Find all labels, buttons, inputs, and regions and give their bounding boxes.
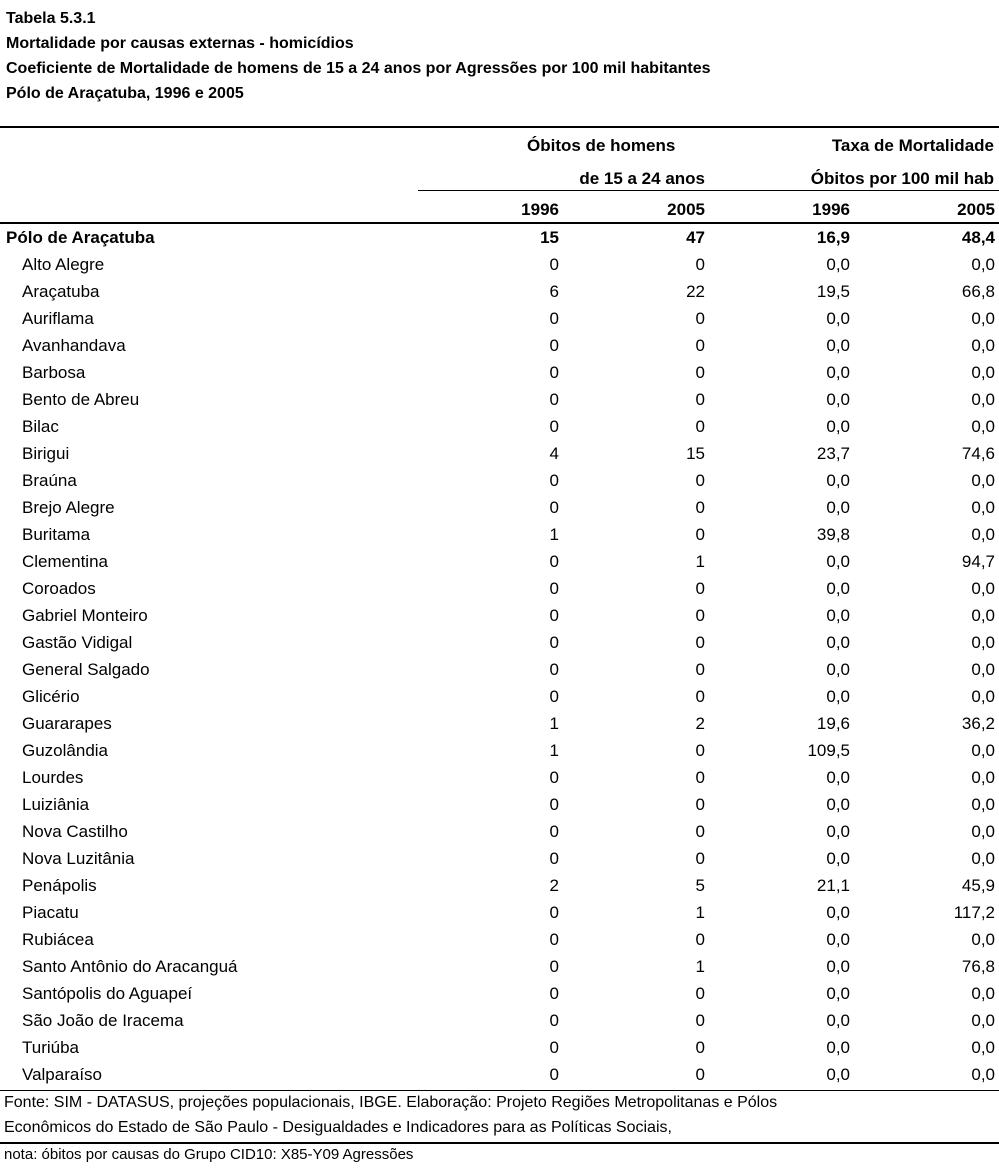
row-name: Guararapes: [22, 714, 112, 733]
row-name: Pólo de Araçatuba: [6, 228, 155, 247]
table-bottom-rule: [0, 1090, 999, 1091]
row-name: Guzolândia: [22, 741, 109, 760]
cell-rate-1996: 0,0: [826, 255, 850, 274]
cell-deaths-1996: 0: [549, 255, 559, 274]
row-name: Alto Alegre: [22, 255, 105, 274]
row-name: Braúna: [22, 471, 77, 490]
cell-rate-2005: 0,0: [971, 255, 995, 274]
table-row: [0, 332, 999, 359]
cell-rate-2005: 0,0: [971, 390, 995, 409]
row-name: Araçatuba: [22, 282, 100, 301]
row-name: Nova Luzitânia: [22, 849, 135, 868]
table-row: [0, 575, 999, 602]
table-row: [0, 980, 999, 1007]
table-row: [0, 656, 999, 683]
row-name: Santópolis do Aguapeí: [22, 984, 193, 1003]
cell-rate-2005: 0,0: [971, 795, 995, 814]
cell-rate-1996: 19,5: [816, 282, 850, 301]
table-row: [0, 440, 999, 467]
cell-rate-1996: 19,6: [816, 714, 850, 733]
cell-deaths-2005: 1: [695, 957, 705, 976]
cell-deaths-2005: 0: [695, 309, 705, 328]
table-row: [0, 1034, 999, 1061]
table-row: [0, 710, 999, 737]
cell-deaths-2005: 0: [695, 822, 705, 841]
cell-deaths-2005: 47: [686, 228, 705, 247]
cell-rate-1996: 0,0: [826, 309, 850, 328]
cell-rate-1996: 0,0: [826, 336, 850, 355]
cell-deaths-2005: 1: [695, 552, 705, 571]
cell-rate-1996: 0,0: [826, 687, 850, 706]
table-row: [0, 737, 999, 764]
cell-rate-2005: 0,0: [971, 309, 995, 328]
cell-deaths-1996: 6: [549, 282, 559, 301]
cell-rate-1996: 16,9: [816, 228, 850, 247]
cell-deaths-2005: 0: [695, 687, 705, 706]
table-row: [0, 629, 999, 656]
row-name: Piacatu: [22, 903, 79, 922]
cell-rate-2005: 0,0: [971, 363, 995, 382]
cell-deaths-2005: 0: [695, 1038, 705, 1057]
cell-deaths-2005: 0: [695, 255, 705, 274]
table-row: [0, 602, 999, 629]
table-region-period: Pólo de Araçatuba, 1996 e 2005: [6, 85, 244, 102]
cell-deaths-2005: 0: [695, 390, 705, 409]
cell-rate-2005: 0,0: [971, 471, 995, 490]
row-name: Nova Castilho: [22, 822, 128, 841]
cell-rate-1996: 23,7: [816, 444, 850, 463]
cell-deaths-1996: 0: [549, 795, 559, 814]
table-row: [0, 683, 999, 710]
cell-rate-2005: 0,0: [971, 984, 995, 1003]
year-header-rate-2005: 2005: [957, 200, 995, 219]
cell-rate-1996: 0,0: [826, 1065, 850, 1084]
cell-rate-2005: 0,0: [971, 1065, 995, 1084]
cell-deaths-2005: 0: [695, 363, 705, 382]
cell-rate-1996: 0,0: [826, 957, 850, 976]
cell-deaths-1996: 0: [549, 984, 559, 1003]
table-number: Tabela 5.3.1: [6, 10, 96, 27]
cell-rate-1996: 0,0: [826, 498, 850, 517]
cell-deaths-2005: 0: [695, 930, 705, 949]
cell-rate-1996: 0,0: [826, 849, 850, 868]
cell-deaths-1996: 1: [549, 741, 559, 760]
top-rule: [0, 126, 999, 128]
table-row: [0, 359, 999, 386]
row-name: Valparaíso: [22, 1065, 103, 1084]
row-name: Brejo Alegre: [22, 498, 115, 517]
table-title-block: [6, 6, 996, 106]
table-row: [0, 845, 999, 872]
cell-rate-1996: 0,0: [826, 363, 850, 382]
table-row: [0, 467, 999, 494]
cell-deaths-2005: 0: [695, 741, 705, 760]
row-name: Gastão Vidigal: [22, 633, 133, 652]
group-header-rule: [418, 190, 999, 191]
cell-rate-2005: 0,0: [971, 606, 995, 625]
footer-rule: [0, 1142, 999, 1144]
cell-rate-2005: 94,7: [961, 552, 995, 571]
table-row: [0, 818, 999, 845]
table-row: [0, 953, 999, 980]
cell-rate-1996: 0,0: [826, 471, 850, 490]
cell-deaths-2005: 15: [686, 444, 705, 463]
cell-deaths-2005: 0: [695, 336, 705, 355]
cell-rate-2005: 0,0: [971, 1011, 995, 1030]
source-note-line2: Econômicos do Estado de São Paulo - Desigualdades e Indicadores para as Políticas Sociais,: [4, 1119, 672, 1136]
cell-deaths-1996: 0: [549, 633, 559, 652]
cell-deaths-1996: 0: [549, 606, 559, 625]
cell-rate-1996: 0,0: [826, 768, 850, 787]
table-row: [0, 494, 999, 521]
cell-rate-2005: 0,0: [971, 498, 995, 517]
cell-deaths-1996: 0: [549, 822, 559, 841]
cell-rate-2005: 117,2: [953, 903, 995, 922]
cell-rate-2005: 36,2: [961, 714, 995, 733]
cell-deaths-2005: 0: [695, 849, 705, 868]
table-row: [0, 278, 999, 305]
cell-rate-1996: 0,0: [826, 417, 850, 436]
cell-deaths-2005: 5: [695, 876, 705, 895]
cell-deaths-1996: 0: [549, 930, 559, 949]
year-header-deaths-1996: 1996: [521, 200, 559, 219]
cell-deaths-1996: 2: [549, 876, 559, 895]
table-row: [0, 1061, 999, 1088]
cell-deaths-1996: 0: [549, 903, 559, 922]
cell-deaths-1996: 0: [549, 957, 559, 976]
row-name: Bento de Abreu: [22, 390, 140, 409]
cell-rate-2005: 76,8: [961, 957, 995, 976]
row-name: Turiúba: [22, 1038, 80, 1057]
cell-rate-2005: 0,0: [971, 336, 995, 355]
cell-deaths-1996: 0: [549, 336, 559, 355]
table-row: [0, 899, 999, 926]
cell-deaths-1996: 0: [549, 471, 559, 490]
cell-deaths-1996: 0: [549, 552, 559, 571]
table-row: [0, 1007, 999, 1034]
row-name: Lourdes: [22, 768, 84, 787]
table-row: [0, 548, 999, 575]
table-row: [0, 413, 999, 440]
cell-deaths-1996: 15: [540, 228, 559, 247]
cell-deaths-2005: 0: [695, 660, 705, 679]
row-name: Santo Antônio do Aracanguá: [22, 957, 238, 976]
cell-deaths-1996: 0: [549, 768, 559, 787]
row-name: Buritama: [22, 525, 91, 544]
year-header-rate-1996: 1996: [812, 200, 850, 219]
table-row: [0, 791, 999, 818]
cell-rate-1996: 0,0: [826, 930, 850, 949]
cell-deaths-1996: 0: [549, 1038, 559, 1057]
row-name: Rubiácea: [22, 930, 94, 949]
cell-rate-2005: 0,0: [971, 1038, 995, 1057]
cell-rate-1996: 109,5: [807, 741, 850, 760]
cell-rate-1996: 0,0: [826, 660, 850, 679]
footnote: nota: óbitos por causas do Grupo CID10: X85-Y09 Agressões: [4, 1146, 414, 1163]
row-name: São João de Iracema: [22, 1011, 184, 1030]
cell-rate-2005: 0,0: [971, 822, 995, 841]
cell-deaths-1996: 0: [549, 363, 559, 382]
cell-rate-1996: 0,0: [826, 390, 850, 409]
cell-rate-1996: 0,0: [826, 552, 850, 571]
cell-rate-2005: 48,4: [961, 228, 995, 247]
cell-rate-1996: 0,0: [826, 822, 850, 841]
cell-rate-1996: 0,0: [826, 633, 850, 652]
cell-deaths-1996: 1: [549, 525, 559, 544]
cell-rate-2005: 0,0: [971, 417, 995, 436]
cell-deaths-1996: 0: [549, 417, 559, 436]
table-row: [0, 251, 999, 278]
cell-deaths-2005: 0: [695, 606, 705, 625]
cell-deaths-1996: 0: [549, 579, 559, 598]
cell-rate-2005: 0,0: [971, 633, 995, 652]
cell-rate-2005: 0,0: [971, 525, 995, 544]
cell-rate-2005: 0,0: [971, 687, 995, 706]
cell-deaths-2005: 0: [695, 633, 705, 652]
deaths-header-line1: Óbitos de homens: [527, 136, 676, 155]
cell-rate-2005: 0,0: [971, 930, 995, 949]
cell-deaths-2005: 2: [695, 714, 705, 733]
row-name: Clementina: [22, 552, 108, 571]
cell-rate-1996: 0,0: [826, 984, 850, 1003]
year-header-deaths-2005: 2005: [667, 200, 705, 219]
cell-deaths-1996: 0: [549, 498, 559, 517]
cell-deaths-2005: 1: [695, 903, 705, 922]
row-name: Glicério: [22, 687, 80, 706]
cell-rate-1996: 0,0: [826, 579, 850, 598]
cell-rate-2005: 45,9: [961, 876, 995, 895]
cell-deaths-2005: 0: [695, 1065, 705, 1084]
cell-deaths-2005: 0: [695, 795, 705, 814]
deaths-header-line2: de 15 a 24 anos: [579, 169, 705, 188]
cell-rate-1996: 0,0: [826, 1038, 850, 1057]
row-name: Gabriel Monteiro: [22, 606, 148, 625]
cell-deaths-1996: 0: [549, 1065, 559, 1084]
row-name: Barbosa: [22, 363, 86, 382]
row-name: Penápolis: [22, 876, 97, 895]
cell-rate-1996: 0,0: [826, 1011, 850, 1030]
row-name: Bilac: [22, 417, 59, 436]
cell-rate-2005: 0,0: [971, 768, 995, 787]
rate-header-line2: Óbitos por 100 mil hab: [810, 169, 994, 188]
cell-rate-2005: 0,0: [971, 660, 995, 679]
rate-header-line1: Taxa de Mortalidade: [831, 136, 994, 155]
cell-deaths-2005: 0: [695, 984, 705, 1003]
row-name: General Salgado: [22, 660, 150, 679]
table-row: [0, 872, 999, 899]
source-note-line1: Fonte: SIM - DATASUS, projeções populacionais, IBGE. Elaboração: Projeto Regiões Metropolitanas e Pólos: [4, 1094, 778, 1111]
cell-deaths-1996: 0: [549, 1011, 559, 1030]
cell-deaths-1996: 0: [549, 849, 559, 868]
cell-rate-2005: 0,0: [971, 579, 995, 598]
cell-deaths-2005: 0: [695, 525, 705, 544]
cell-deaths-2005: 0: [695, 579, 705, 598]
table-row: [0, 521, 999, 548]
table-row: [0, 926, 999, 953]
cell-deaths-1996: 4: [549, 444, 559, 463]
cell-deaths-1996: 0: [549, 660, 559, 679]
cell-rate-1996: 21,1: [816, 876, 850, 895]
cell-rate-2005: 66,8: [961, 282, 995, 301]
row-name: Auriflama: [22, 309, 94, 328]
table-row: [0, 386, 999, 413]
row-name: Luiziânia: [22, 795, 90, 814]
table-row: [0, 764, 999, 791]
cell-deaths-2005: 0: [695, 768, 705, 787]
cell-deaths-1996: 0: [549, 390, 559, 409]
table-row-total: [0, 224, 999, 251]
cell-rate-1996: 0,0: [826, 606, 850, 625]
cell-deaths-1996: 0: [549, 309, 559, 328]
row-name: Coroados: [22, 579, 96, 598]
cell-deaths-2005: 0: [695, 417, 705, 436]
cell-deaths-2005: 0: [695, 498, 705, 517]
cell-rate-1996: 39,8: [816, 525, 850, 544]
table-row: [0, 305, 999, 332]
cell-deaths-1996: 0: [549, 687, 559, 706]
cell-deaths-2005: 0: [695, 1011, 705, 1030]
table-indicator: Coeficiente de Mortalidade de homens de 15 a 24 anos por Agressões por 100 mil habitantes: [6, 60, 711, 77]
cell-rate-2005: 74,6: [961, 444, 995, 463]
cell-deaths-2005: 0: [695, 471, 705, 490]
cell-rate-1996: 0,0: [826, 795, 850, 814]
cell-rate-1996: 0,0: [826, 903, 850, 922]
row-name: Birigui: [22, 444, 70, 463]
cell-rate-2005: 0,0: [971, 741, 995, 760]
cell-deaths-1996: 1: [549, 714, 559, 733]
table-subject: Mortalidade por causas externas - homicídios: [6, 35, 354, 52]
row-name: Avanhandava: [22, 336, 126, 355]
cell-rate-2005: 0,0: [971, 849, 995, 868]
cell-deaths-2005: 22: [686, 282, 705, 301]
